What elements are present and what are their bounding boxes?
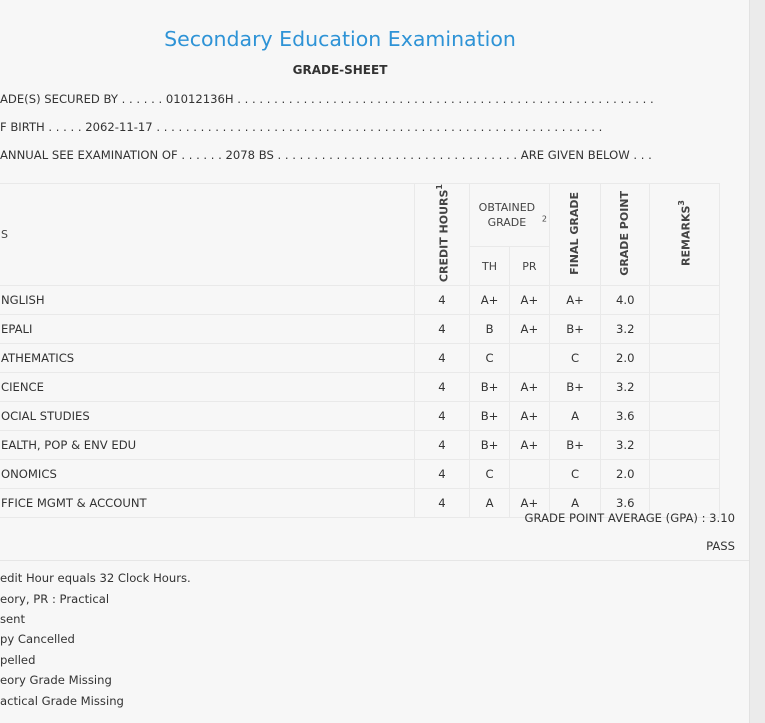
pr-header: PR: [509, 247, 549, 286]
pr-grade-cell: A+: [509, 489, 549, 518]
grade-point-cell: 2.0: [601, 460, 650, 489]
subject-cell: NGLISH: [0, 286, 414, 315]
pr-grade-cell: A+: [509, 286, 549, 315]
note-line: actical Grade Missing: [0, 694, 124, 708]
th-grade-cell: C: [470, 344, 510, 373]
remarks-cell: [650, 373, 720, 402]
pr-grade-cell: A+: [509, 373, 549, 402]
remarks-cell: [650, 402, 720, 431]
divider: [0, 560, 750, 561]
remarks-header: [650, 184, 720, 286]
final-grade-cell: A+: [549, 286, 601, 315]
obtained-grade-header: [470, 184, 550, 247]
th-grade-cell: B+: [470, 431, 510, 460]
pr-grade-cell: A+: [509, 431, 549, 460]
obtained-grade-label: OBTAINED GRADE: [478, 201, 536, 230]
grades-table: [0, 183, 720, 518]
page-edge: [749, 0, 765, 723]
examination-line: ANNUAL SEE EXAMINATION OF . . . . . . 2078 BS . . . . . . . . . . . . . . . . . . . . . . . . . . . . . . . . . ARE GIVEN BELOW . . .: [0, 148, 652, 162]
th-grade-cell: B: [470, 315, 510, 344]
note-line: pelled: [0, 653, 36, 667]
table-row: [0, 286, 720, 315]
grade-point-header: [601, 184, 650, 286]
th-grade-cell: C: [470, 460, 510, 489]
subject-cell: FFICE MGMT & ACCOUNT: [0, 489, 414, 518]
remarks-cell: [650, 431, 720, 460]
table-header-row: [0, 184, 720, 247]
gpa-summary: GRADE POINT AVERAGE (GPA) : 3.10: [524, 511, 735, 525]
credit-cell: 4: [414, 460, 469, 489]
credit-hours-label: CREDIT HOURS: [437, 189, 451, 283]
credit-cell: 4: [414, 402, 469, 431]
grade-point-cell: 3.6: [601, 402, 650, 431]
note-line: eory Grade Missing: [0, 673, 112, 687]
subject-cell: CIENCE: [0, 373, 414, 402]
remarks-cell: [650, 460, 720, 489]
pr-grade-cell: A+: [509, 402, 549, 431]
remarks-cell: [650, 286, 720, 315]
remarks-cell: [650, 344, 720, 373]
credit-cell: 4: [414, 373, 469, 402]
pr-grade-cell: [509, 460, 549, 489]
table-row: [0, 315, 720, 344]
grade-point-cell: 3.2: [601, 431, 650, 460]
table-row: [0, 460, 720, 489]
th-header: TH: [470, 247, 510, 286]
grade-point-cell: 4.0: [601, 286, 650, 315]
final-grade-cell: B+: [549, 431, 601, 460]
final-grade-header: [549, 184, 601, 286]
th-grade-cell: B+: [470, 402, 510, 431]
credit-cell: 4: [414, 431, 469, 460]
subjects-header: S: [0, 184, 414, 286]
final-grade-label: FINAL GRADE: [568, 191, 582, 275]
registration-line: ADE(S) SECURED BY . . . . . . 01012136H . . . . . . . . . . . . . . . . . . . . . . . . . . . . . . . . . . . . . . . . . . . . . . . . . . . . . . . . .: [0, 92, 654, 106]
final-grade-cell: A: [549, 489, 601, 518]
pr-grade-cell: [509, 344, 549, 373]
table-row: [0, 402, 720, 431]
pr-grade-cell: A+: [509, 315, 549, 344]
final-grade-cell: A: [549, 402, 601, 431]
credit-hours-sup: 1: [434, 184, 444, 190]
grade-sheet-subtitle: GRADE-SHEET: [292, 63, 388, 77]
th-grade-cell: A: [470, 489, 510, 518]
date-of-birth-line: F BIRTH . . . . . 2062-11-17 . . . . . . . . . . . . . . . . . . . . . . . . . . . . . . . . . . . . . . . . . . . . . . . . . . . . . . . . . . . . .: [0, 120, 603, 134]
remarks-label: REMARKS: [679, 205, 693, 267]
subject-cell: ATHEMATICS: [0, 344, 414, 373]
grade-point-cell: 3.2: [601, 373, 650, 402]
credit-cell: 4: [414, 344, 469, 373]
subject-cell: EPALI: [0, 315, 414, 344]
obtained-grade-sup: 2: [541, 214, 547, 224]
table-row: [0, 431, 720, 460]
result-status: PASS: [706, 539, 735, 553]
credit-cell: 4: [414, 315, 469, 344]
remarks-sup: 3: [677, 200, 687, 206]
th-grade-cell: B+: [470, 373, 510, 402]
final-grade-cell: B+: [549, 315, 601, 344]
grade-point-label: GRADE POINT: [618, 190, 632, 276]
note-line: eory, PR : Practical: [0, 592, 110, 606]
final-grade-cell: C: [549, 344, 601, 373]
remarks-cell: [650, 315, 720, 344]
credit-hours-header: [414, 184, 469, 286]
grade-point-cell: 3.6: [601, 489, 650, 518]
final-grade-cell: C: [549, 460, 601, 489]
th-grade-cell: A+: [470, 286, 510, 315]
note-line: sent: [0, 612, 26, 626]
credit-cell: 4: [414, 489, 469, 518]
credit-cell: 4: [414, 286, 469, 315]
subject-cell: EALTH, POP & ENV EDU: [0, 431, 414, 460]
table-row: [0, 373, 720, 402]
page-title: Secondary Education Examination: [164, 27, 516, 51]
table-row: [0, 344, 720, 373]
note-line: py Cancelled: [0, 632, 75, 646]
subject-cell: OCIAL STUDIES: [0, 402, 414, 431]
subject-cell: ONOMICS: [0, 460, 414, 489]
grade-point-cell: 2.0: [601, 344, 650, 373]
final-grade-cell: B+: [549, 373, 601, 402]
note-line: edit Hour equals 32 Clock Hours.: [0, 571, 191, 585]
grade-point-cell: 3.2: [601, 315, 650, 344]
